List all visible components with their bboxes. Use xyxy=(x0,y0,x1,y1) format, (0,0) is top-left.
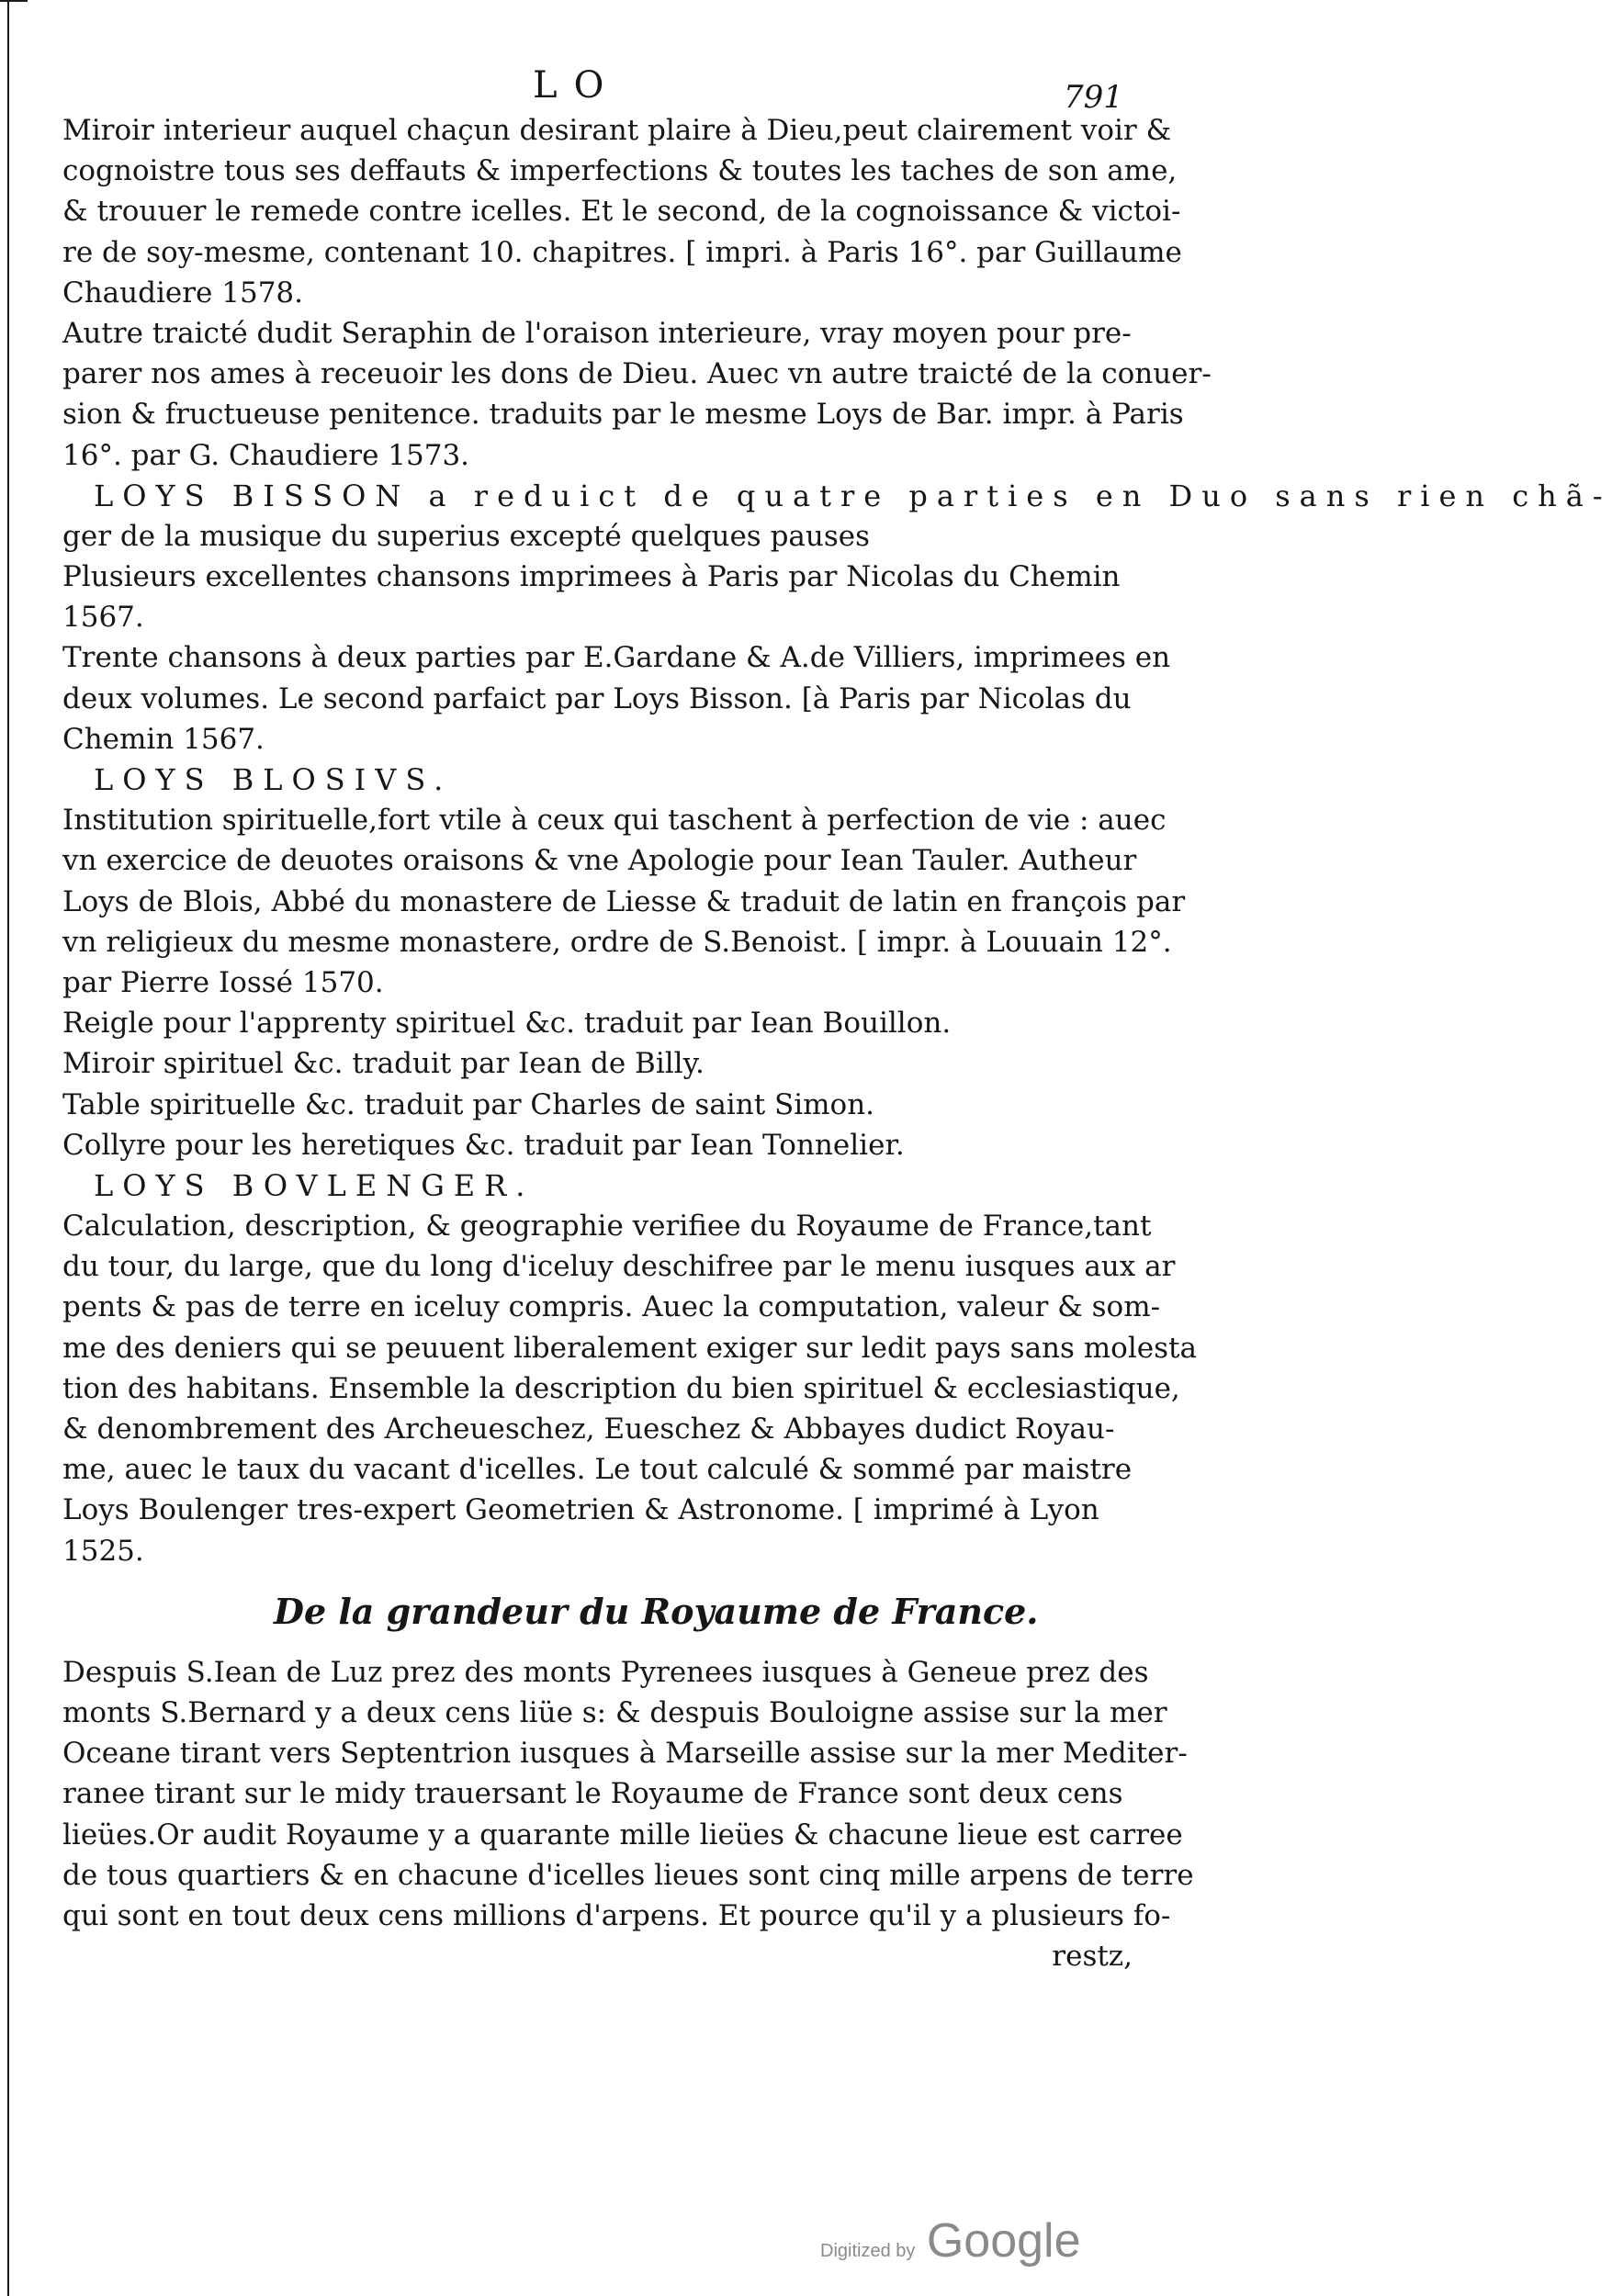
section-title: De la grandeur du Royaume de France. xyxy=(274,1590,1039,1632)
text-line: vn exercice de deuotes oraisons & vne Apologie pour Iean Tauler. Autheur xyxy=(62,844,1137,878)
text-line: 1567. xyxy=(62,601,144,635)
text-line: ranee tirant sur le midy trauersant le Royaume de France sont deux cens xyxy=(62,1777,1123,1811)
google-logo: Google xyxy=(926,2214,1081,2268)
text-line: par Pierre Iossé 1570. xyxy=(62,965,384,999)
text-line: Table spirituelle &c. traduit par Charles de saint Simon. xyxy=(62,1087,875,1121)
text-line: Reigle pour l'apprenty spirituel &c. traduit par Iean Bouillon. xyxy=(62,1007,952,1041)
text-line: du tour, du large, que du long d'iceluy deschifree par le menu iusques aux ar xyxy=(62,1250,1176,1284)
text-line: Loys de Blois, Abbé du monastere de Liesse & traduit de latin en françois par xyxy=(62,884,1186,918)
text-line: me des deniers qui se peuuent liberalement exiger sur ledit pays sans molesta xyxy=(62,1331,1197,1365)
digitized-by-watermark xyxy=(820,2213,1081,2268)
author-heading-blosius: LOYS BLOSIVS. xyxy=(94,762,453,797)
text-line: de tous quartiers & en chacune d'icelles lieues sont cinq mille arpens de terre xyxy=(62,1858,1194,1892)
author-heading-bisson: LOYS BISSON a reduict de quatre parties en Duo sans rien chã- xyxy=(94,478,1612,513)
text-line: Chaudiere 1578. xyxy=(62,276,304,310)
text-line: Trente chansons à deux parties par E.Gardane & A.de Villiers, imprimees en xyxy=(62,641,1171,675)
text-line: Calculation, description, & geographie verifiee du Royaume de France,tant xyxy=(62,1210,1152,1244)
text-line: tion des habitans. Ensemble la description du bien spirituel & ecclesiastique, xyxy=(62,1371,1180,1405)
text-line: Autre traicté dudit Seraphin de l'oraison interieure, vray moyen pour pre- xyxy=(62,316,1132,350)
text-line: pents & pas de terre en iceluy compris. Auec la computation, valeur & som- xyxy=(62,1290,1161,1324)
text-line: monts S.Bernard y a deux cens liüe s: & despuis Bouloigne assise sur la mer xyxy=(62,1695,1167,1729)
text-line: Chemin 1567. xyxy=(62,722,265,756)
running-head: LO xyxy=(533,64,621,107)
text-line: & denombrement des Archeueschez, Eueschez & Abbayes dudict Royau- xyxy=(62,1412,1115,1446)
text-line: lieües.Or audit Royaume y a quarante mille lieües & chacune lieue est carree xyxy=(62,1818,1183,1851)
digitized-label: Digitized by xyxy=(820,2241,916,2261)
text-line: Collyre pour les heretiques &c. traduit par Iean Tonnelier. xyxy=(62,1128,905,1162)
text-line: ger de la musique du superius excepté quelques pauses xyxy=(62,519,871,553)
text-line: cognoistre tous ses deffauts & imperfections & toutes les taches de son ame, xyxy=(62,154,1178,188)
text-line: deux volumes. Le second parfaict par Loys Bisson. [à Paris par Nicolas du xyxy=(62,681,1132,715)
text-line: re de soy-mesme, contenant 10. chapitres. [ impri. à Paris 16°. par Guillaume xyxy=(62,235,1182,269)
text-line: sion & fructueuse penitence. traduits par le mesme Loys de Bar. impr. à Paris xyxy=(62,398,1184,432)
text-line: Institution spirituelle,fort vtile à ceux qui taschent à perfection de vie : auec xyxy=(62,804,1167,838)
page-edge-top-left xyxy=(0,0,28,2)
catchword: restz, xyxy=(1052,1940,1133,1974)
text-line: Oceane tirant vers Septentrion iusques à Marseille assise sur la mer Mediter- xyxy=(62,1737,1188,1771)
text-line: me, auec le taux du vacant d'icelles. Le tout calculé & sommé par maistre xyxy=(62,1453,1133,1487)
text-line: Plusieurs excellentes chansons imprimees à Paris par Nicolas du Chemin xyxy=(62,560,1121,594)
body-text xyxy=(62,110,1612,1976)
text-line: Miroir spirituel &c. traduit par Iean de Billy. xyxy=(62,1047,705,1081)
page-number: 791 xyxy=(1064,79,1123,116)
text-line: 16°. par G. Chaudiere 1573. xyxy=(62,438,470,472)
text-line: Loys Boulenger tres-expert Geometrien & Astronome. [ imprimé à Lyon xyxy=(62,1493,1099,1527)
text-line: 1525. xyxy=(62,1534,144,1568)
text-line: Miroir interieur auquel chaçun desirant plaire à Dieu,peut clairement voir & xyxy=(62,114,1172,147)
text-line: & trouuer le remede contre icelles. Et le second, de la cognoissance & victoi- xyxy=(62,195,1181,229)
text-line: qui sont en tout deux cens millions d'arpens. Et pource qu'il y a plusieurs fo- xyxy=(62,1898,1171,1932)
text-line: vn religieux du mesme monastere, ordre de S.Benoist. [ impr. à Louuain 12°. xyxy=(62,925,1172,959)
text-line: parer nos ames à receuoir les dons de Dieu. Auec vn autre traicté de la conuer- xyxy=(62,357,1212,391)
page-edge-left xyxy=(7,0,9,2296)
text-line: Despuis S.Iean de Luz prez des monts Pyrenees iusques à Geneue prez des xyxy=(62,1655,1149,1689)
author-heading-boulenger: LOYS BOVLENGER. xyxy=(94,1167,535,1203)
